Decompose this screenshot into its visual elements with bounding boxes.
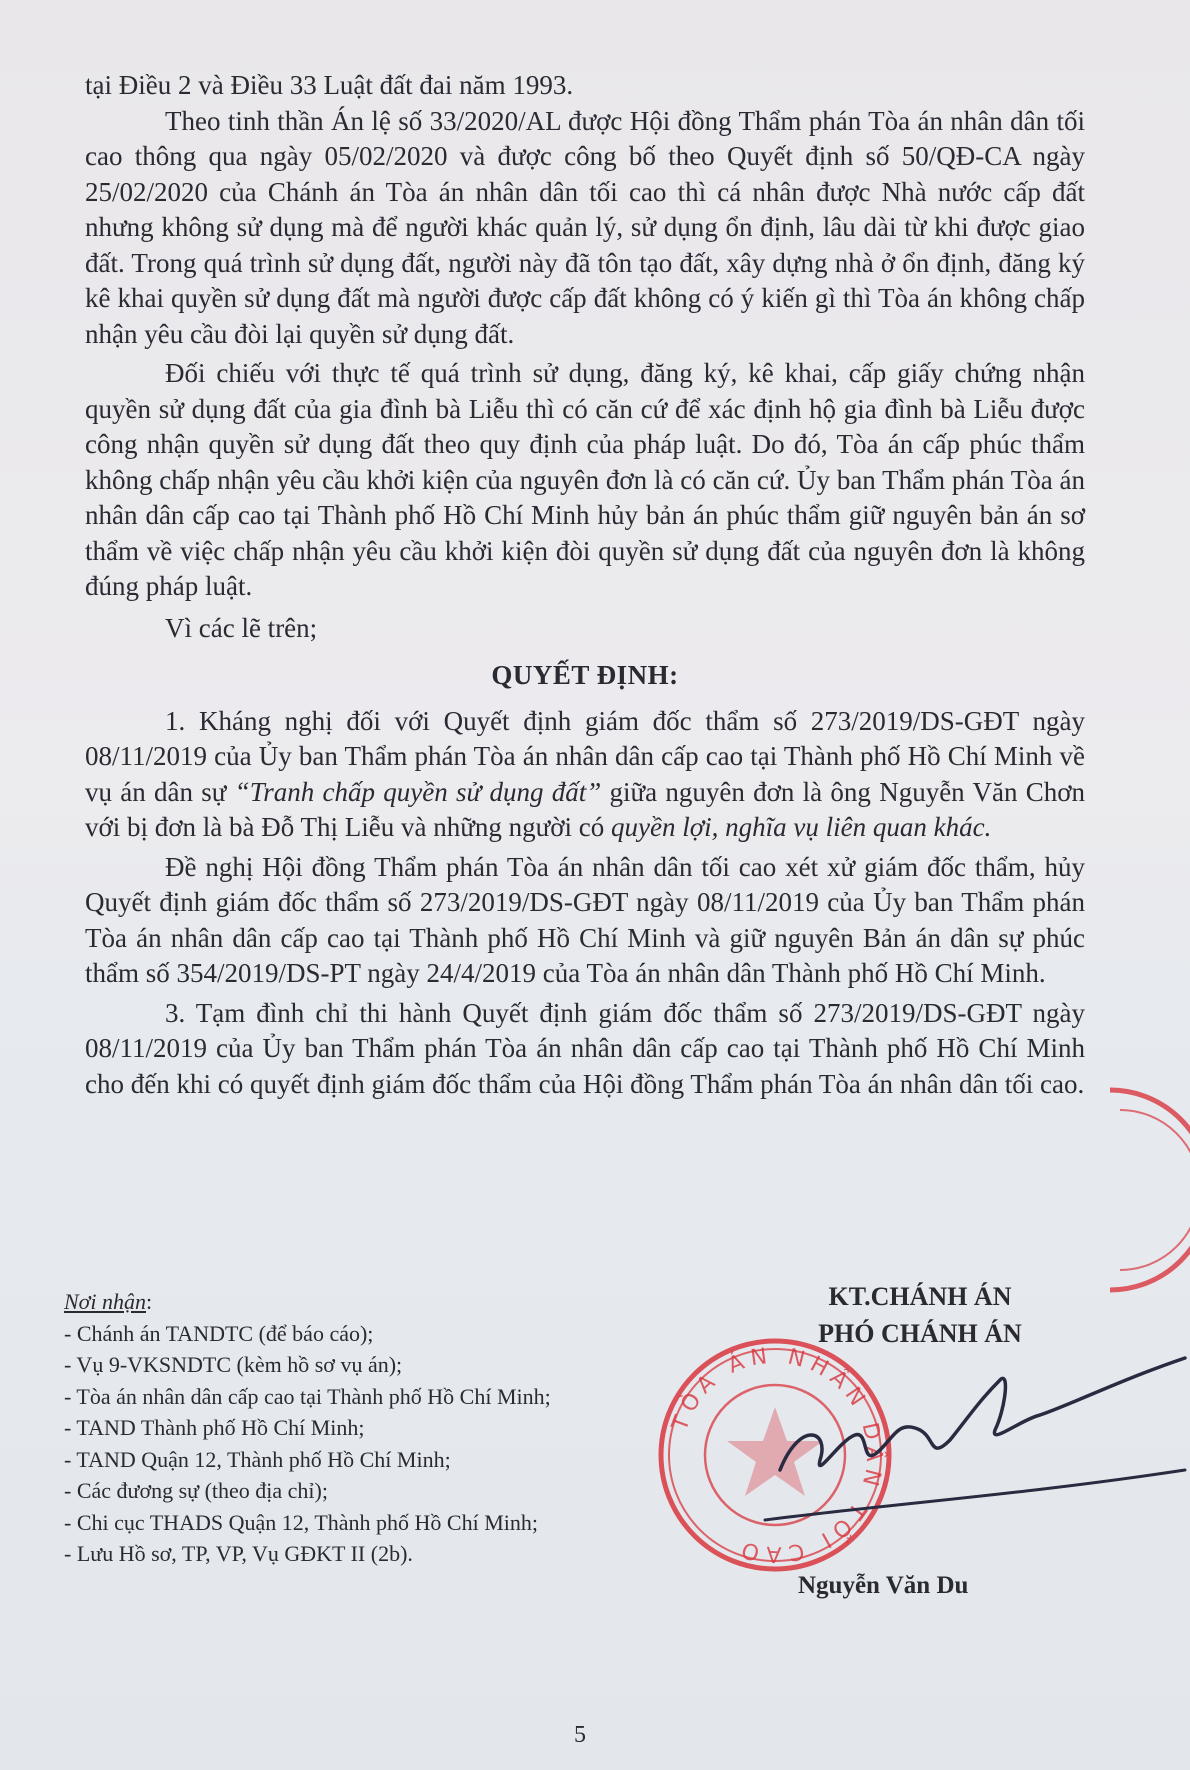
decision-1-text-a: 1. Kháng nghị đối với Quyết định giám đốc thẩm số 273/2019/DS-GĐT ngày 08/11/2019 của Ủy ban Thẩm phán Tòa án nhân dân cấp cao tại Thành phố Hồ Chí Minh về vụ án dân sự	[85, 705, 1085, 807]
recipient-item: - TAND Quận 12, Thành phố Hồ Chí Minh;	[64, 1446, 451, 1472]
paragraph-decision-2: Đề nghị Hội đồng Thẩm phán Tòa án nhân dân tối cao xét xử giám đốc thẩm, hủy Quyết định giám đốc thẩm số 273/2019/DS-GĐT ngày 08/11/2019 của Ủy ban Thẩm phán Tòa án nhân dân cấp cao tại Thành phố Hồ Chí Minh và giữ nguyên Bản án dân sự phúc thẩm số 354/2019/DS-PT ngày 24/4/2019 của Tòa án nhân dân Thành phố Hồ Chí Minh.	[85, 851, 1085, 988]
page-number: 5	[574, 1722, 586, 1748]
page-seal-fragment	[1080, 1080, 1190, 1300]
svg-text:TÒA ÁN NHÂN DÂN TỐI CAO: TÒA ÁN NHÂN DÂN TỐI CAO	[667, 1343, 887, 1567]
recipient-item: - Chi cục THADS Quận 12, Thành phố Hồ Chí Minh;	[64, 1509, 538, 1535]
recipients-title: Nơi nhận	[64, 1289, 147, 1314]
decision-1-text-b: giữa nguyên đơn là ông Nguyễn Văn Chơn với bị đơn là bà Đỗ Thị Liễu và những người có	[85, 776, 1085, 842]
recipient-item: - Các đương sự (theo địa chỉ);	[64, 1478, 328, 1503]
decision-heading: QUYẾT ĐỊNH:	[491, 660, 679, 690]
recipient-item: - Lưu Hồ sơ, TP, VP, Vụ GĐKT II (2b).	[64, 1541, 413, 1566]
signer-title-line1: KT.CHÁNH ÁN	[828, 1282, 1012, 1311]
recipient-item: - TAND Thành phố Hồ Chí Minh;	[64, 1415, 365, 1440]
paragraph-comparison: Đối chiếu với thực tế quá trình sử dụng, đăng ký, kê khai, cấp giấy chứng nhận quyền sử dụng đất của gia đình bà Liễu thì có căn cứ để xác định hộ gia đình bà Liễu được công nhận quyền sử dụng đất theo quy định của pháp luật. Do đó, Tòa án cấp phúc thẩm không chấp nhận yêu cầu khởi kiện của nguyên đơn là có căn cứ. Ủy ban Thẩm phán Tòa án nhân dân cấp cao tại Thành phố Hồ Chí Minh hủy bản án phúc thẩm giữ nguyên bản án sơ thẩm về việc chấp nhận yêu cầu khởi kiện đòi quyền sử dụng đất của nguyên đơn là không đúng pháp luật.	[85, 358, 1085, 601]
handwritten-signature	[760, 1320, 1190, 1580]
paragraph-decision-1	[85, 704, 1085, 846]
recipients-list	[64, 1318, 664, 1570]
recipients-heading	[64, 1286, 664, 1318]
signer-title-line2: PHÓ CHÁNH ÁN	[818, 1319, 1022, 1348]
recipient-item: - Tòa án nhân dân cấp cao tại Thành phố Hồ Chí Minh;	[64, 1383, 551, 1409]
recipient-item: - Chánh án TANDTC (để báo cáo);	[64, 1320, 374, 1346]
paragraph-reasons: Vì các lẽ trên;	[165, 612, 318, 643]
paragraph-precedent: Theo tinh thần Án lệ số 33/2020/AL được Hội đồng Thẩm phán Tòa án nhân dân tối cao thông qua ngày 05/02/2020 và được công bố theo Quyết định số 50/QĐ-CA ngày 25/02/2020 của Chánh án Tòa án nhân dân tối cao thì cá nhân được Nhà nước cấp đất nhưng không sử dụng mà để người khác quản lý, sử dụng ổn định, lâu dài từ khi được giao đất. Trong quá trình sử dụng đất, người này đã tôn tạo đất, xây dựng nhà ở ổn định, đăng ký kê khai quyền sử dụng đất mà người được cấp đất không có ý kiến gì thì Tòa án không chấp nhận yêu cầu đòi lại quyền sử dụng đất.	[85, 105, 1085, 349]
document-body	[85, 68, 1085, 1102]
decision-1-related-parties: quyền lợi, nghĩa vụ liên quan khác.	[611, 812, 992, 842]
decision-1-case-title: “Tranh chấp quyền sử dụng đất”	[234, 776, 602, 807]
recipients-colon: :	[146, 1289, 153, 1314]
recipient-item: - Vụ 9-VKSNDTC (kèm hồ sơ vụ án);	[64, 1352, 403, 1377]
recipients-block	[64, 1286, 664, 1570]
paragraph-continuation: tại Điều 2 và Điều 33 Luật đất đai năm 1993.	[85, 70, 574, 100]
paragraph-decision-3: 3. Tạm đình chỉ thi hành Quyết định giám đốc thẩm số 273/2019/DS-GĐT ngày 08/11/2019 của Ủy ban Thẩm phán Tòa án nhân dân cấp cao tại Thành phố Hồ Chí Minh cho đến khi có quyết định giám đốc thẩm của Hội đồng Thẩm phán Tòa án nhân dân tối cao.	[85, 997, 1085, 1099]
signer-name: Nguyễn Văn Du	[798, 1572, 969, 1599]
